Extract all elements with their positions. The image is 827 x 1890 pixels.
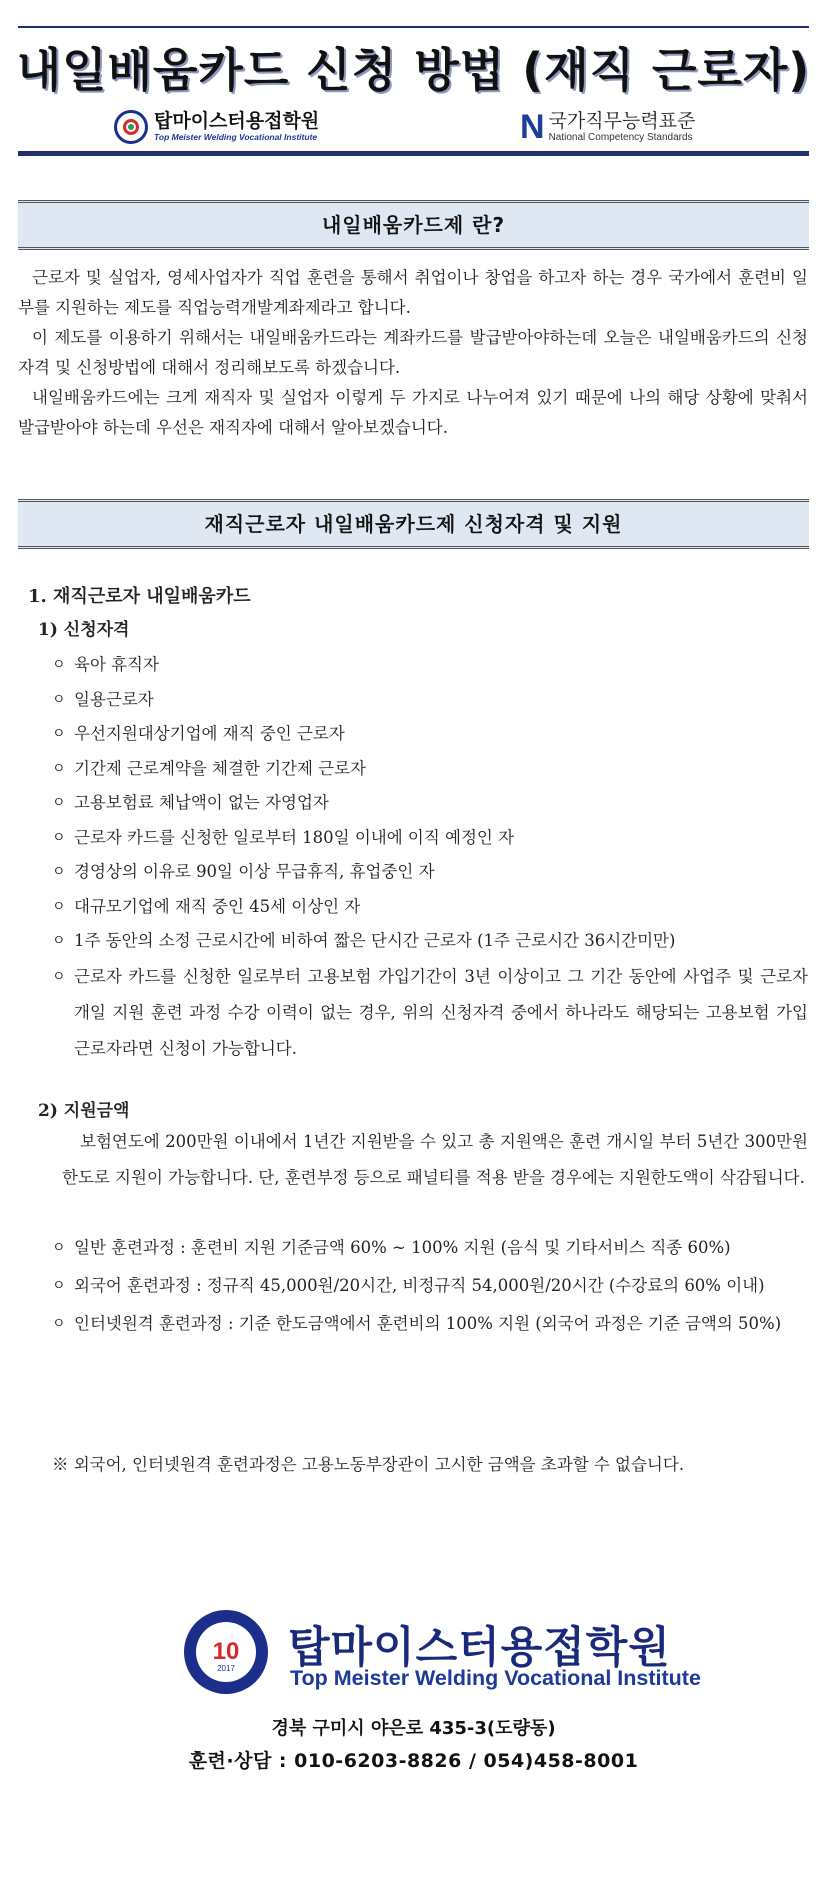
eligibility-list: [52, 648, 808, 1067]
section-eligibility-support: 재직근로자 내일배움카드제 신청자격 및 지원: [18, 499, 809, 549]
header-bottom-rule: [18, 151, 809, 156]
bullet: ㅇ: [52, 1278, 66, 1294]
list-item: ㅇ 육아 휴직자: [52, 648, 808, 683]
support-list: [52, 1230, 808, 1342]
footer-address: 경북 구미시 야은로 435-3(도량동): [271, 1718, 556, 1739]
academy-logo: [114, 109, 319, 145]
academy-seal-icon: [114, 110, 148, 144]
list-item: ㅇ 고용보험료 체납액이 없는 자영업자: [52, 786, 808, 821]
list-item: ㅇ 근로자 카드를 신청한 일로부터 고용보험 가입기간이 3년 이상이고 그 기간 동안에 사업주 및 근로자 개일 지원 훈련 과정 수강 이력이 없는 경우, 위의 신청자격 중에서 하나라도 해당되는 고용보험 가입 근로자라면 신청이 가능합니다.: [52, 959, 808, 1067]
academy-name-en: Top Meister Welding Vocational Institute: [154, 132, 318, 143]
intro-paragraph: 근로자 및 실업자, 영세사업자가 직업 훈련을 통해서 취업이나 창업을 하고자 하는 경우 국가에서 훈련비 일부를 지원하는 제도를 직업능력개발계좌제라고 합니다.: [18, 268, 808, 317]
bullet: ㅇ: [52, 1316, 66, 1332]
intro-paragraph: 내일배움카드에는 크게 재직자 및 실업자 이렇게 두 가지로 나누어져 있기 때문에 나의 해당 상황에 맞춰서 발급받아야 하는데 우선은 재직자에 대해서 알아보겠습니다.: [18, 388, 808, 437]
ncs-logo: [520, 109, 695, 145]
support-heading: 2) 지원금액: [38, 1101, 130, 1121]
footer-contact: 훈련·상담 : 010-6203-8826 / 054)458-8001: [188, 1750, 639, 1772]
support-description: 보험연도에 200만원 이내에서 1년간 지원받을 수 있고 총 지원액은 훈련 개시일 부터 5년간 300만원 한도로 지원이 가능합니다. 단, 훈련부정 등으로 패널티를 적용 받을 경우에는 지원한도액이 삭감됩니다.: [62, 1132, 808, 1187]
page-title: 내일배움카드 신청 방법 (재직 근로자): [16, 43, 811, 97]
bullet: ㅇ: [52, 933, 66, 949]
eligibility-heading: 1) 신청자격: [38, 620, 130, 640]
academy-name: 탑마이스터용접학원: [154, 110, 320, 133]
footer-logo-year: 2017: [217, 1664, 235, 1673]
bullet: ㅇ: [52, 657, 66, 673]
footer-academy-name-en: Top Meister Welding Vocational Institute: [290, 1666, 701, 1690]
bullet: ㅇ: [52, 864, 66, 880]
list-item: ㅇ 인터넷원격 훈련과정 : 기준 한도금액에서 훈련비의 100% 지원 (외국어 과정은 기준 금액의 50%): [52, 1306, 808, 1342]
footer-logo-number: 10: [212, 1638, 240, 1665]
list-item: ㅇ 일반 훈련과정 : 훈련비 지원 기준금액 60% ~ 100% 지원 (음식 및 기타서비스 직종 60%): [52, 1230, 808, 1266]
bullet: ㅇ: [52, 829, 66, 846]
support-note: ※ 외국어, 인터넷원격 훈련과정은 고용노동부장관이 고시한 금액을 초과할 수 없습니다.: [52, 1455, 685, 1474]
list-item: ㅇ 근로자 카드를 신청한 일로부터 180일 이내에 이직 예정인 자: [52, 821, 808, 856]
list-item: ㅇ 외국어 훈련과정 : 정규직 45,000원/20시간, 비정규직 54,000원/20시간 (수강료의 60% 이내): [52, 1268, 808, 1304]
footer-academy-name: 탑마이스터용접학원: [288, 1623, 671, 1673]
list-item: ㅇ 기간제 근로계약을 체결한 기간제 근로자: [52, 752, 808, 787]
ncs-name-en: National Competency Standards: [548, 131, 693, 143]
bullet: ㅇ: [52, 898, 66, 915]
bullet: ㅇ: [52, 795, 66, 811]
list-item: ㅇ 일용근로자: [52, 683, 808, 718]
intro-paragraph: 이 제도를 이용하기 위해서는 내일배움카드라는 계좌카드를 발급받아야하는데 오늘은 내일배움카드의 신청자격 및 신청방법에 대해서 정리해보도록 하겠습니다.: [18, 328, 808, 377]
section-what-is-card: 내일배움카드제 란?: [18, 200, 809, 250]
list-item: ㅇ 대규모기업에 재직 중인 45세 이상인 자: [52, 890, 808, 925]
bullet: ㅇ: [52, 968, 66, 985]
intro-paragraphs: [18, 263, 808, 443]
ncs-n-icon: N: [520, 108, 545, 146]
bullet: ㅇ: [52, 760, 66, 777]
bullet: ㅇ: [52, 726, 66, 742]
list-item: ㅇ 우선지원대상기업에 재직 중인 근로자: [52, 717, 808, 752]
bullet: ㅇ: [52, 691, 66, 708]
employee-card-heading: 1. 재직근로자 내일배움카드: [28, 586, 251, 607]
footer-logo-icon: [184, 1610, 268, 1694]
list-item: ㅇ 경영상의 이유로 90일 이상 무급휴직, 휴업중인 자: [52, 855, 808, 890]
header-top-rule: [18, 26, 809, 28]
bullet: ㅇ: [52, 1240, 66, 1256]
list-item: ㅇ 1주 동안의 소정 근로시간에 비하여 짧은 단시간 근로자 (1주 근로시간 36시간미만): [52, 924, 808, 959]
ncs-name: 국가직무능력표준: [548, 109, 696, 132]
